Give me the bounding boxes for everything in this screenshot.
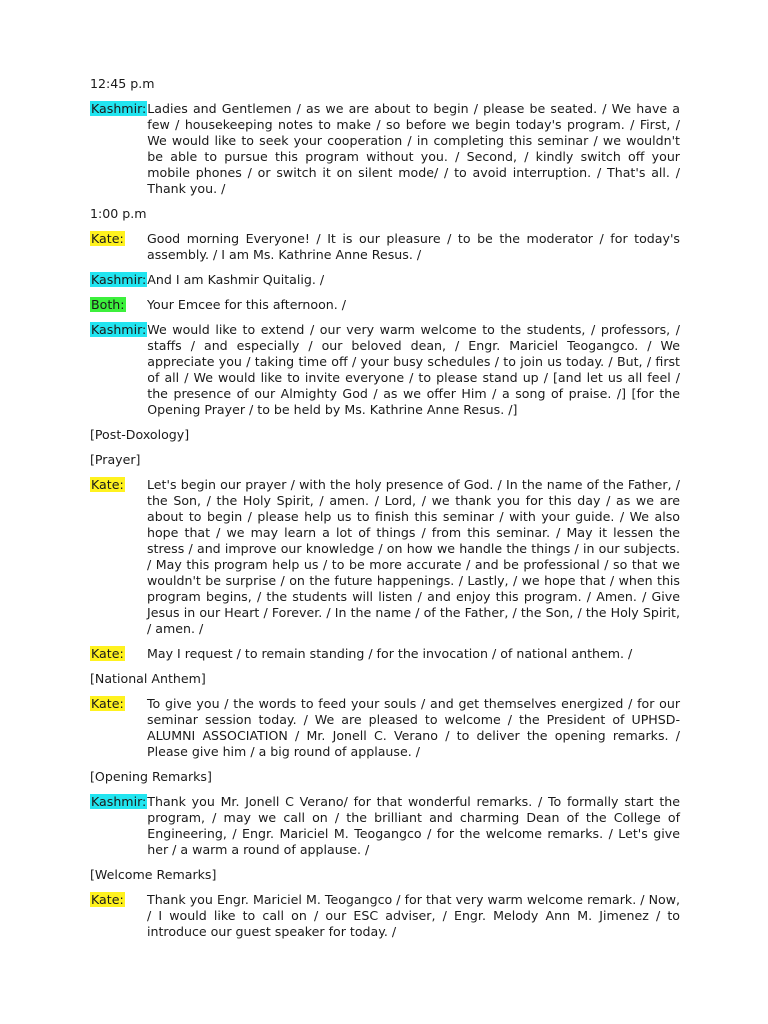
speaker-label (90, 646, 147, 662)
dialogue-text: Thank you Engr. Mariciel M. Teogangco / for that very warm welcome remark. / Now, / I would like to call on / our ESC adviser, / Engr. Melody Ann M. Jimenez / to introduce our guest speaker for today. / (147, 892, 680, 939)
time-marker: 1:00 p.m (90, 206, 147, 221)
dialogue-text: Good morning Everyone! / It is our pleasure / to be the moderator / for today's assembly. / I am Ms. Kathrine Anne Resus. / (147, 231, 680, 262)
speaker-kate: Kate: (91, 231, 124, 246)
speaker-kashmir: Kashmir: (91, 272, 147, 287)
speaker-kate: Kate: (91, 892, 124, 907)
dialogue-entry (90, 297, 680, 313)
speaker-kate: Kate: (91, 696, 124, 711)
dialogue-text: Ladies and Gentlemen / as we are about to begin / please be seated. / We have a few / housekeeping notes to make / so before we begin today's program. / First, / We would like to seek your cooperation / in completing this seminar / we wouldn't be able to pursue this program without you. / Second, / kindly switch off your mobile phones / or switch it on silent mode/ / to avoid interruption. / That's all. / Thank you. / (147, 101, 680, 196)
speaker-kashmir: Kashmir: (91, 794, 147, 809)
speaker-label (90, 477, 147, 637)
dialogue-entry (90, 477, 680, 637)
dialogue-entry (90, 272, 680, 288)
speaker-label (90, 696, 147, 760)
speaker-label (90, 297, 147, 313)
stage-cue: [Prayer] (90, 452, 141, 467)
dialogue-text: We would like to extend / our very warm welcome to the students, / professors, / staffs / and especially / our beloved dean, / Engr. Mariciel Teogangco. / We appreciate you / taking time off / your busy schedules / to join us today. / But, / first of all / We would like to invite everyone / to please stand up / [and let us all feel / the presence of our Almighty God / as we offer Him / a song of praise. /] [for the Opening Prayer / to be held by Ms. Kathrine Anne Resus. /] (147, 322, 680, 417)
dialogue-text: Thank you Mr. Jonell C Verano/ for that wonderful remarks. / To formally start the program, / may we call on / the brilliant and charming Dean of the College of Engineering, / Engr. Mariciel M. Teogangco / for the welcome remarks. / Let's give her / a warm a round of applause. / (147, 794, 680, 857)
speaker-kate: Kate: (91, 477, 124, 492)
speaker-label (90, 794, 147, 858)
script-document (90, 76, 680, 949)
dialogue-entry (90, 794, 680, 858)
speaker-kashmir: Kashmir: (91, 101, 147, 116)
dialogue-text: And I am Kashmir Quitalig. / (147, 272, 325, 287)
stage-cue: [Welcome Remarks] (90, 867, 217, 882)
dialogue-entry (90, 646, 680, 662)
dialogue-text: Let's begin our prayer / with the holy presence of God. / In the name of the Father, / the Son, / the Holy Spirit, / amen. / Lord, / we thank you for this day / as we are about to begin / please help us to finish this seminar / with your guide. / We also hope that / we may learn a lot of things / from this seminar. / May it lessen the stress / and improve our knowledge / on how we handle the things / in our subjects. / May this program help us / to be more accurate / and be professional / so that we wouldn't be surprise / on the future happenings. / Lastly, / we hope that / when this program begins, / the students will listen / and enjoy this program. / Amen. / Give Jesus in our Heart / Forever. / In the name / of the Father, / the Son, / the Holy Spirit, / amen. / (147, 477, 680, 636)
time-marker: 12:45 p.m (90, 76, 155, 91)
dialogue-entry (90, 696, 680, 760)
speaker-kashmir: Kashmir: (91, 322, 147, 337)
stage-cue: [Opening Remarks] (90, 769, 212, 784)
dialogue-entry (90, 322, 680, 418)
speaker-kate: Kate: (91, 646, 124, 661)
stage-cue: [Post-Doxology] (90, 427, 190, 442)
dialogue-text: Your Emcee for this afternoon. / (147, 297, 347, 312)
dialogue-entry (90, 231, 680, 263)
speaker-label (90, 322, 147, 418)
speaker-label (90, 272, 147, 288)
dialogue-text: May I request / to remain standing / for the invocation / of national anthem. / (147, 646, 633, 661)
speaker-label (90, 892, 147, 940)
stage-cue: [National Anthem] (90, 671, 206, 686)
speaker-label (90, 101, 147, 197)
speaker-label (90, 231, 147, 263)
dialogue-entry (90, 892, 680, 940)
dialogue-text: To give you / the words to feed your souls / and get themselves energized / for our seminar session today. / We are pleased to welcome / the President of UPHSD- ALUMNI ASSOCIATION / Mr. Jonell C. Verano / to deliver the opening remarks. / Please give him / a big round of applause. / (147, 696, 680, 759)
dialogue-entry (90, 101, 680, 197)
speaker-both: Both: (91, 297, 125, 312)
